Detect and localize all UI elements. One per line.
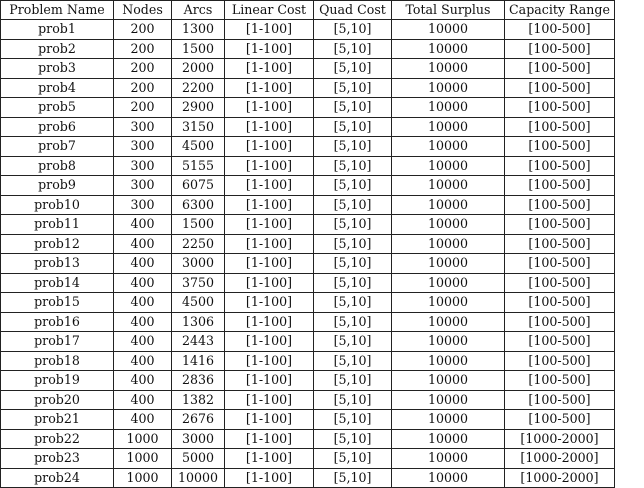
linear-cost-cell: [1-100] [225, 59, 314, 79]
total-surplus-cell: 10000 [392, 293, 505, 313]
nodes-cell: 1000 [114, 429, 172, 449]
nodes-cell: 400 [114, 273, 172, 293]
problem-name-cell: prob17 [1, 332, 114, 352]
problem-name-cell: prob19 [1, 371, 114, 391]
table-row [1, 176, 615, 196]
capacity-range-cell: [100-500] [505, 371, 615, 391]
table-row [1, 410, 615, 430]
nodes-cell: 400 [114, 371, 172, 391]
quad-cost-cell: [5,10] [314, 390, 392, 410]
arcs-cell: 4500 [172, 137, 225, 157]
capacity-range-cell: [100-500] [505, 390, 615, 410]
linear-cost-cell: [1-100] [225, 39, 314, 59]
nodes-cell: 200 [114, 39, 172, 59]
nodes-cell: 400 [114, 410, 172, 430]
linear-cost-cell: [1-100] [225, 429, 314, 449]
quad-cost-cell: [5,10] [314, 332, 392, 352]
arcs-cell: 2676 [172, 410, 225, 430]
total-surplus-cell: 10000 [392, 351, 505, 371]
problem-name-cell: prob14 [1, 273, 114, 293]
linear-cost-cell: [1-100] [225, 137, 314, 157]
problem-name-cell: prob16 [1, 312, 114, 332]
arcs-cell: 5000 [172, 449, 225, 469]
quad-cost-cell: [5,10] [314, 137, 392, 157]
header-nodes: Nodes [114, 1, 172, 20]
capacity-range-cell: [100-500] [505, 98, 615, 118]
linear-cost-cell: [1-100] [225, 332, 314, 352]
total-surplus-cell: 10000 [392, 332, 505, 352]
table-row [1, 293, 615, 313]
linear-cost-cell: [1-100] [225, 117, 314, 137]
linear-cost-cell: [1-100] [225, 176, 314, 196]
nodes-cell: 300 [114, 156, 172, 176]
quad-cost-cell: [5,10] [314, 468, 392, 488]
arcs-cell: 2000 [172, 59, 225, 79]
arcs-cell: 6075 [172, 176, 225, 196]
problem-name-cell: prob2 [1, 39, 114, 59]
capacity-range-cell: [1000-2000] [505, 449, 615, 469]
nodes-cell: 400 [114, 215, 172, 235]
arcs-cell: 3000 [172, 254, 225, 274]
problem-name-cell: prob20 [1, 390, 114, 410]
problem-name-cell: prob13 [1, 254, 114, 274]
table-body [1, 20, 615, 488]
quad-cost-cell: [5,10] [314, 293, 392, 313]
nodes-cell: 1000 [114, 449, 172, 469]
total-surplus-cell: 10000 [392, 273, 505, 293]
capacity-range-cell: [1000-2000] [505, 429, 615, 449]
total-surplus-cell: 10000 [392, 312, 505, 332]
table-row [1, 332, 615, 352]
nodes-cell: 400 [114, 312, 172, 332]
nodes-cell: 400 [114, 254, 172, 274]
problem-name-cell: prob5 [1, 98, 114, 118]
total-surplus-cell: 10000 [392, 371, 505, 391]
problem-name-cell: prob18 [1, 351, 114, 371]
arcs-cell: 1500 [172, 39, 225, 59]
arcs-cell: 1306 [172, 312, 225, 332]
problem-name-cell: prob24 [1, 468, 114, 488]
capacity-range-cell: [100-500] [505, 156, 615, 176]
total-surplus-cell: 10000 [392, 410, 505, 430]
arcs-cell: 2900 [172, 98, 225, 118]
table-row [1, 156, 615, 176]
arcs-cell: 1382 [172, 390, 225, 410]
capacity-range-cell: [100-500] [505, 332, 615, 352]
table-header-row [1, 1, 615, 20]
nodes-cell: 200 [114, 59, 172, 79]
nodes-cell: 300 [114, 117, 172, 137]
header-total-surplus: Total Surplus [392, 1, 505, 20]
nodes-cell: 200 [114, 98, 172, 118]
arcs-cell: 1416 [172, 351, 225, 371]
quad-cost-cell: [5,10] [314, 273, 392, 293]
problem-name-cell: prob22 [1, 429, 114, 449]
arcs-cell: 3150 [172, 117, 225, 137]
linear-cost-cell: [1-100] [225, 293, 314, 313]
header-capacity-range: Capacity Range [505, 1, 615, 20]
header-linear-cost: Linear Cost [225, 1, 314, 20]
problem-name-cell: prob23 [1, 449, 114, 469]
total-surplus-cell: 10000 [392, 176, 505, 196]
problem-name-cell: prob9 [1, 176, 114, 196]
quad-cost-cell: [5,10] [314, 117, 392, 137]
linear-cost-cell: [1-100] [225, 312, 314, 332]
nodes-cell: 400 [114, 351, 172, 371]
capacity-range-cell: [100-500] [505, 195, 615, 215]
linear-cost-cell: [1-100] [225, 273, 314, 293]
total-surplus-cell: 10000 [392, 254, 505, 274]
quad-cost-cell: [5,10] [314, 449, 392, 469]
arcs-cell: 2836 [172, 371, 225, 391]
total-surplus-cell: 10000 [392, 468, 505, 488]
table-row [1, 468, 615, 488]
arcs-cell: 1500 [172, 215, 225, 235]
total-surplus-cell: 10000 [392, 449, 505, 469]
arcs-cell: 2200 [172, 78, 225, 98]
nodes-cell: 400 [114, 293, 172, 313]
linear-cost-cell: [1-100] [225, 78, 314, 98]
nodes-cell: 400 [114, 332, 172, 352]
capacity-range-cell: [100-500] [505, 20, 615, 40]
linear-cost-cell: [1-100] [225, 98, 314, 118]
problem-name-cell: prob15 [1, 293, 114, 313]
problem-name-cell: prob21 [1, 410, 114, 430]
table-row [1, 273, 615, 293]
problem-name-cell: prob8 [1, 156, 114, 176]
arcs-cell: 1300 [172, 20, 225, 40]
quad-cost-cell: [5,10] [314, 39, 392, 59]
total-surplus-cell: 10000 [392, 195, 505, 215]
table-row [1, 449, 615, 469]
total-surplus-cell: 10000 [392, 59, 505, 79]
quad-cost-cell: [5,10] [314, 78, 392, 98]
header-problem-name: Problem Name [1, 1, 114, 20]
table-row [1, 137, 615, 157]
table-row [1, 59, 615, 79]
capacity-range-cell: [100-500] [505, 351, 615, 371]
quad-cost-cell: [5,10] [314, 254, 392, 274]
quad-cost-cell: [5,10] [314, 215, 392, 235]
arcs-cell: 4500 [172, 293, 225, 313]
problem-name-cell: prob7 [1, 137, 114, 157]
capacity-range-cell: [100-500] [505, 176, 615, 196]
table-row [1, 254, 615, 274]
nodes-cell: 300 [114, 137, 172, 157]
capacity-range-cell: [100-500] [505, 234, 615, 254]
problem-name-cell: prob4 [1, 78, 114, 98]
arcs-cell: 6300 [172, 195, 225, 215]
total-surplus-cell: 10000 [392, 98, 505, 118]
capacity-range-cell: [100-500] [505, 273, 615, 293]
table-row [1, 215, 615, 235]
capacity-range-cell: [100-500] [505, 117, 615, 137]
arcs-cell: 3750 [172, 273, 225, 293]
total-surplus-cell: 10000 [392, 39, 505, 59]
total-surplus-cell: 10000 [392, 156, 505, 176]
capacity-range-cell: [1000-2000] [505, 468, 615, 488]
linear-cost-cell: [1-100] [225, 254, 314, 274]
linear-cost-cell: [1-100] [225, 390, 314, 410]
table-row [1, 390, 615, 410]
total-surplus-cell: 10000 [392, 429, 505, 449]
arcs-cell: 2250 [172, 234, 225, 254]
capacity-range-cell: [100-500] [505, 59, 615, 79]
table-row [1, 39, 615, 59]
table-row [1, 78, 615, 98]
total-surplus-cell: 10000 [392, 215, 505, 235]
problem-name-cell: prob1 [1, 20, 114, 40]
capacity-range-cell: [100-500] [505, 293, 615, 313]
table-row [1, 117, 615, 137]
total-surplus-cell: 10000 [392, 390, 505, 410]
arcs-cell: 5155 [172, 156, 225, 176]
quad-cost-cell: [5,10] [314, 371, 392, 391]
nodes-cell: 1000 [114, 468, 172, 488]
table-row [1, 195, 615, 215]
table-row [1, 351, 615, 371]
linear-cost-cell: [1-100] [225, 371, 314, 391]
nodes-cell: 200 [114, 78, 172, 98]
table-row [1, 98, 615, 118]
linear-cost-cell: [1-100] [225, 468, 314, 488]
linear-cost-cell: [1-100] [225, 20, 314, 40]
table-row [1, 429, 615, 449]
nodes-cell: 300 [114, 195, 172, 215]
linear-cost-cell: [1-100] [225, 410, 314, 430]
quad-cost-cell: [5,10] [314, 351, 392, 371]
quad-cost-cell: [5,10] [314, 234, 392, 254]
table-row [1, 20, 615, 40]
linear-cost-cell: [1-100] [225, 234, 314, 254]
linear-cost-cell: [1-100] [225, 215, 314, 235]
linear-cost-cell: [1-100] [225, 449, 314, 469]
total-surplus-cell: 10000 [392, 78, 505, 98]
nodes-cell: 300 [114, 176, 172, 196]
quad-cost-cell: [5,10] [314, 312, 392, 332]
total-surplus-cell: 10000 [392, 234, 505, 254]
quad-cost-cell: [5,10] [314, 20, 392, 40]
linear-cost-cell: [1-100] [225, 195, 314, 215]
table-row [1, 371, 615, 391]
quad-cost-cell: [5,10] [314, 195, 392, 215]
nodes-cell: 200 [114, 20, 172, 40]
capacity-range-cell: [100-500] [505, 215, 615, 235]
problem-name-cell: prob11 [1, 215, 114, 235]
capacity-range-cell: [100-500] [505, 39, 615, 59]
table-row [1, 234, 615, 254]
arcs-cell: 10000 [172, 468, 225, 488]
total-surplus-cell: 10000 [392, 137, 505, 157]
capacity-range-cell: [100-500] [505, 410, 615, 430]
total-surplus-cell: 10000 [392, 20, 505, 40]
linear-cost-cell: [1-100] [225, 156, 314, 176]
arcs-cell: 2443 [172, 332, 225, 352]
header-arcs: Arcs [172, 1, 225, 20]
capacity-range-cell: [100-500] [505, 78, 615, 98]
quad-cost-cell: [5,10] [314, 98, 392, 118]
header-quad-cost: Quad Cost [314, 1, 392, 20]
quad-cost-cell: [5,10] [314, 410, 392, 430]
quad-cost-cell: [5,10] [314, 156, 392, 176]
total-surplus-cell: 10000 [392, 117, 505, 137]
capacity-range-cell: [100-500] [505, 137, 615, 157]
arcs-cell: 3000 [172, 429, 225, 449]
problem-name-cell: prob12 [1, 234, 114, 254]
quad-cost-cell: [5,10] [314, 429, 392, 449]
problem-name-cell: prob10 [1, 195, 114, 215]
table-row [1, 312, 615, 332]
quad-cost-cell: [5,10] [314, 176, 392, 196]
quad-cost-cell: [5,10] [314, 59, 392, 79]
linear-cost-cell: [1-100] [225, 351, 314, 371]
capacity-range-cell: [100-500] [505, 312, 615, 332]
problem-name-cell: prob3 [1, 59, 114, 79]
problem-name-cell: prob6 [1, 117, 114, 137]
nodes-cell: 400 [114, 390, 172, 410]
capacity-range-cell: [100-500] [505, 254, 615, 274]
nodes-cell: 400 [114, 234, 172, 254]
